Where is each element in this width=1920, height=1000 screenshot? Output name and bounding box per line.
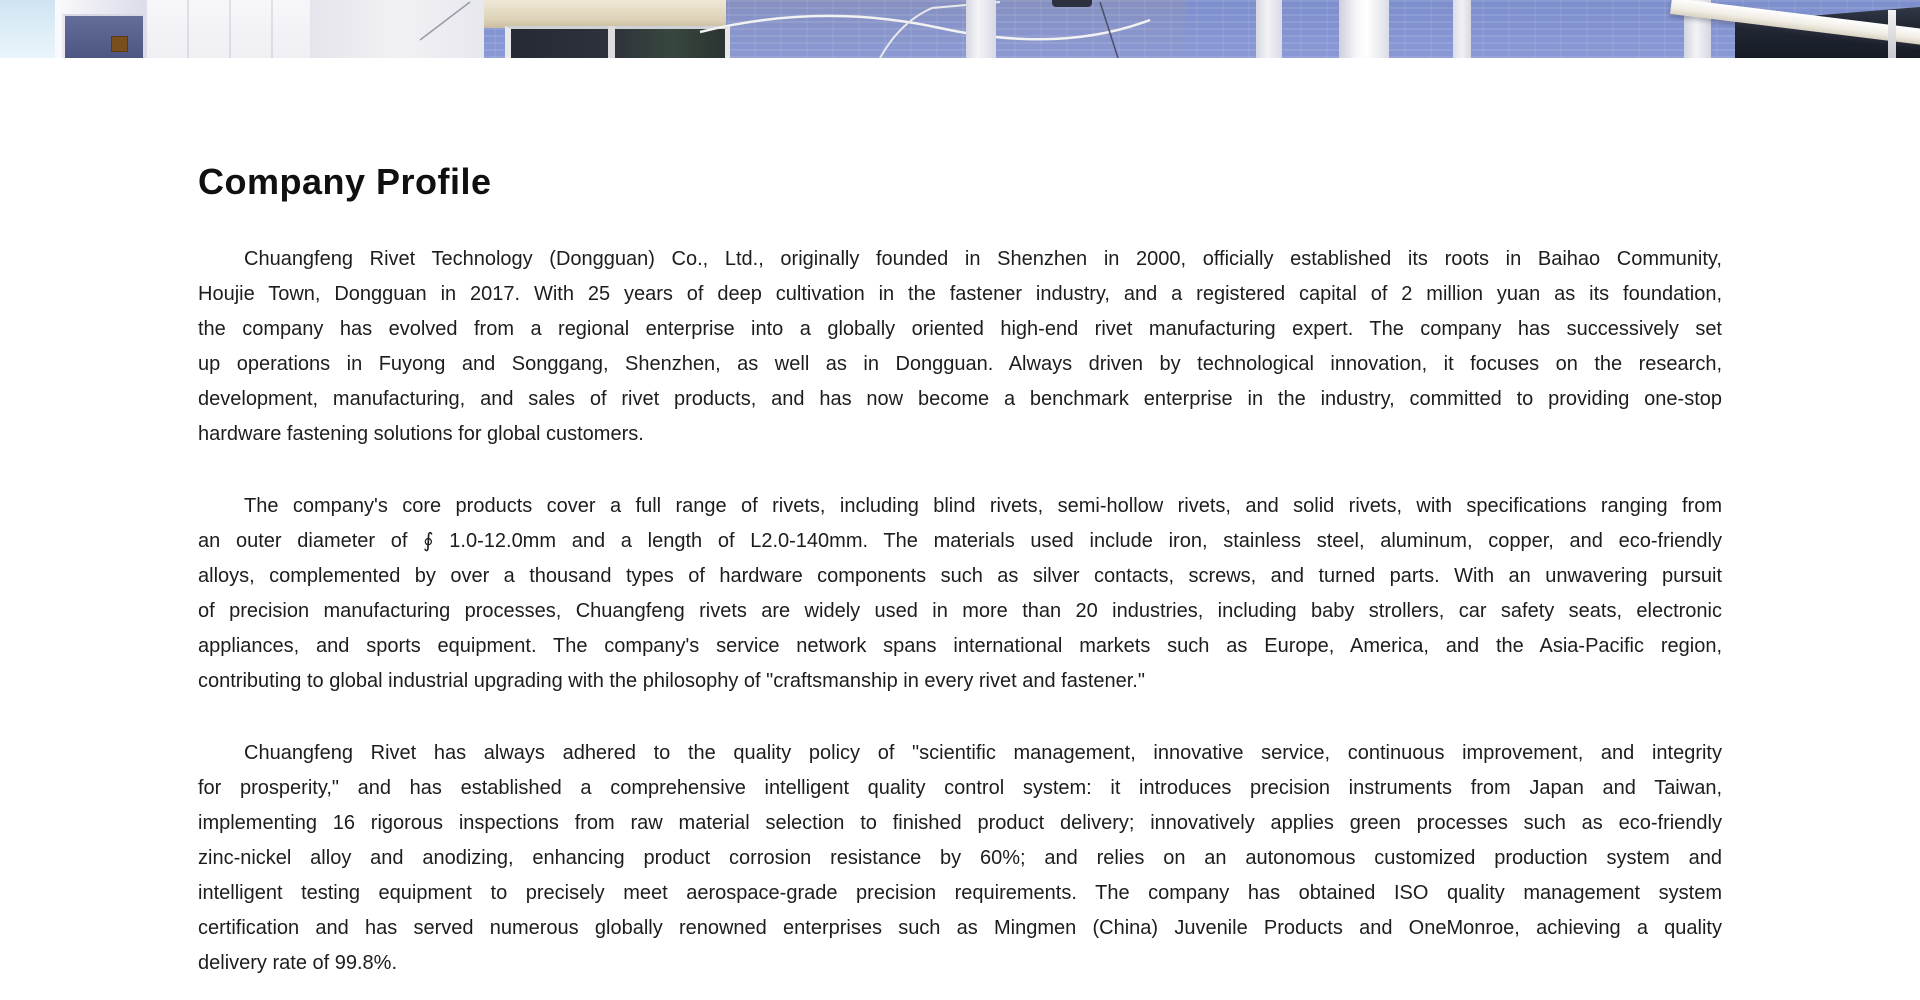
paragraph <box>198 489 1722 699</box>
paragraph <box>198 736 1722 981</box>
photo-corner-sliver <box>1888 10 1896 58</box>
photo-window-frame <box>1256 0 1282 58</box>
photo-cables <box>0 0 1920 58</box>
paragraph-line: zinc-nickel alloy and anodizing, enhancing product corrosion resistance by 60%; and relies on an autonomous customized production system and <box>198 847 1722 869</box>
page-title: Company Profile <box>198 161 492 202</box>
paragraph-line: hardware fastening solutions for global customers. <box>198 423 644 445</box>
paragraph-line: Chuangfeng Rivet Technology (Dongguan) Co., Ltd., originally founded in Shenzhen in 2000, officially established its roots in Baihao Community, <box>244 248 1722 270</box>
paragraph-line: contributing to global industrial upgrading with the philosophy of "craftsmanship in every rivet and fastener." <box>198 670 1145 692</box>
photo-window-frame <box>1339 0 1389 58</box>
paragraph-line: up operations in Fuyong and Songgang, Shenzhen, as well as in Dongguan. Always driven by technological innovation, it focuses on the research, <box>198 353 1722 375</box>
paragraph-line: development, manufacturing, and sales of rivet products, and has now become a benchmark enterprise in the industry, committed to providing one-stop <box>198 388 1722 410</box>
paragraph-line: implementing 16 rigorous inspections from raw material selection to finished product delivery; innovatively applies green processes such as eco-friendly <box>198 812 1722 834</box>
content-area <box>198 58 1722 981</box>
photo-ac-bracket <box>1052 0 1092 7</box>
paragraph-line: the company has evolved from a regional enterprise into a globally oriented high-end rivet manufacturing expert. The company has successively set <box>198 318 1722 340</box>
paragraphs <box>198 242 1722 981</box>
building-photo <box>0 0 1920 58</box>
paragraph-line: of precision manufacturing processes, Chuangfeng rivets are widely used in more than 20 industries, including baby strollers, car safety seats, electronic <box>198 600 1722 622</box>
paragraph <box>198 242 1722 452</box>
paragraph-line: intelligent testing equipment to precisely meet aerospace-grade precision requirements. The company has obtained ISO quality management system <box>198 882 1722 904</box>
paragraph-line: an outer diameter of ∮ 1.0-12.0mm and a length of L2.0-140mm. The materials used include iron, stainless steel, aluminum, copper, and eco-friendly <box>198 530 1722 552</box>
photo-window-frame <box>966 0 996 58</box>
paragraph-line: Chuangfeng Rivet has always adhered to the quality policy of "scientific management, innovative service, continuous improvement, and integrity <box>244 742 1722 764</box>
paragraph-line: Houjie Town, Dongguan in 2017. With 25 years of deep cultivation in the fastener industry, and a registered capital of 2 million yuan as its foundation, <box>198 283 1722 305</box>
photo-window-frame <box>1453 0 1471 58</box>
paragraph-line: The company's core products cover a full range of rivets, including blind rivets, semi-hollow rivets, and solid rivets, with specifications ranging from <box>244 495 1722 517</box>
paragraph-line: alloys, complemented by over a thousand types of hardware components such as silver contacts, screws, and turned parts. With an unwavering pursuit <box>198 565 1722 587</box>
paragraph-line: appliances, and sports equipment. The company's service network spans international markets such as Europe, America, and the Asia-Pacific region, <box>198 635 1722 657</box>
paragraph-line: for prosperity," and has established a comprehensive intelligent quality control system: it introduces precision instruments from Japan and Taiwan, <box>198 777 1722 799</box>
paragraph-line: certification and has served numerous globally renowned enterprises such as Mingmen (China) Juvenile Products and OneMonroe, achieving a quality <box>198 917 1722 939</box>
paragraph-line: delivery rate of 99.8%. <box>198 952 397 974</box>
